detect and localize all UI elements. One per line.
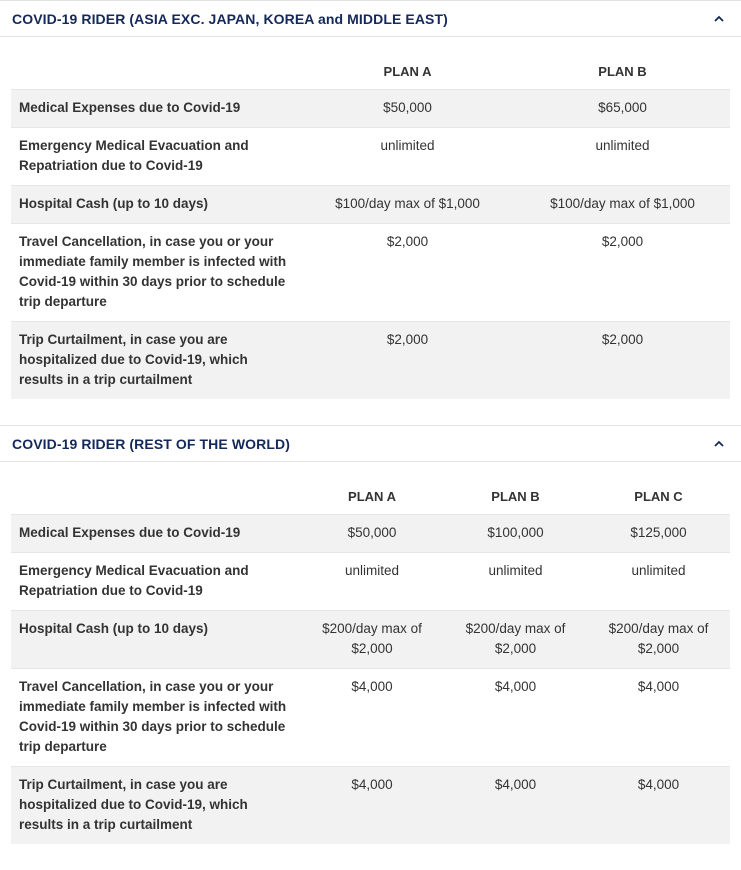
plan-b-value: $100/day max of $1,000 [515, 186, 730, 224]
column-header-plan-a: PLAN A [383, 63, 432, 79]
row-label: Medical Expenses due to Covid-19 [11, 90, 300, 128]
table-row [11, 611, 730, 669]
plan-c-value: $4,000 [587, 669, 730, 767]
plan-a-value: unlimited [300, 128, 515, 186]
plan-c-value: $4,000 [587, 767, 730, 845]
column-header-plan-b: PLAN B [491, 488, 540, 504]
plan-a-value: $4,000 [300, 767, 444, 845]
table-row [11, 767, 730, 845]
plan-b-value: $100,000 [444, 515, 587, 553]
section-title: COVID-19 RIDER (ASIA EXC. JAPAN, KOREA and MIDDLE EAST) [12, 10, 448, 27]
plan-b-value: $2,000 [515, 322, 730, 400]
plan-a-value: $2,000 [300, 224, 515, 322]
column-header-plan-a: PLAN A [348, 488, 396, 504]
plan-a-value: $4,000 [300, 669, 444, 767]
chevron-up-icon[interactable] [711, 436, 727, 452]
table-row [11, 515, 730, 553]
plan-b-value: unlimited [444, 553, 587, 611]
plan-a-value: $2,000 [300, 322, 515, 400]
row-label: Travel Cancellation, in case you or your immediate family member is infected with Covid-19 within 30 days prior to schedule trip departure [11, 224, 300, 322]
plan-c-value: $125,000 [587, 515, 730, 553]
plan-b-value: $4,000 [444, 767, 587, 845]
plan-b-value: $4,000 [444, 669, 587, 767]
table-row [11, 128, 730, 186]
section-header[interactable] [0, 0, 741, 37]
row-label: Hospital Cash (up to 10 days) [11, 611, 300, 669]
plan-a-value: $200/day max of $2,000 [300, 611, 444, 669]
column-header-empty [11, 53, 300, 90]
table-row [11, 322, 730, 400]
rider-section-asia [0, 0, 741, 425]
row-label: Trip Curtailment, in case you are hospitalized due to Covid-19, which results in a trip curtailment [11, 322, 300, 400]
table-row [11, 186, 730, 224]
column-header-empty [11, 478, 300, 515]
rider-section-rest-of-world [0, 425, 741, 870]
column-header-plan-c: PLAN C [634, 488, 683, 504]
table-row [11, 669, 730, 767]
plan-a-value: $50,000 [300, 90, 515, 128]
column-header-plan-b: PLAN B [598, 63, 647, 79]
coverage-table [11, 53, 730, 399]
table-row [11, 90, 730, 128]
table-header-row [11, 478, 730, 515]
row-label: Emergency Medical Evacuation and Repatriation due to Covid-19 [11, 553, 300, 611]
row-label: Hospital Cash (up to 10 days) [11, 186, 300, 224]
plan-c-value: unlimited [587, 553, 730, 611]
table-header-row [11, 53, 730, 90]
section-title: COVID-19 RIDER (REST OF THE WORLD) [12, 435, 290, 452]
plan-a-value: $50,000 [300, 515, 444, 553]
chevron-up-icon[interactable] [711, 11, 727, 27]
row-label: Medical Expenses due to Covid-19 [11, 515, 300, 553]
row-label: Emergency Medical Evacuation and Repatriation due to Covid-19 [11, 128, 300, 186]
section-header[interactable] [0, 425, 741, 462]
table-row [11, 553, 730, 611]
plan-c-value: $200/day max of $2,000 [587, 611, 730, 669]
plan-a-value: $100/day max of $1,000 [300, 186, 515, 224]
row-label: Travel Cancellation, in case you or your immediate family member is infected with Covid-19 within 30 days prior to schedule trip departure [11, 669, 300, 767]
coverage-table [11, 478, 730, 844]
plan-b-value: $65,000 [515, 90, 730, 128]
row-label: Trip Curtailment, in case you are hospitalized due to Covid-19, which results in a trip curtailment [11, 767, 300, 845]
plan-b-value: $2,000 [515, 224, 730, 322]
plan-b-value: unlimited [515, 128, 730, 186]
plan-b-value: $200/day max of $2,000 [444, 611, 587, 669]
plan-a-value: unlimited [300, 553, 444, 611]
table-row [11, 224, 730, 322]
